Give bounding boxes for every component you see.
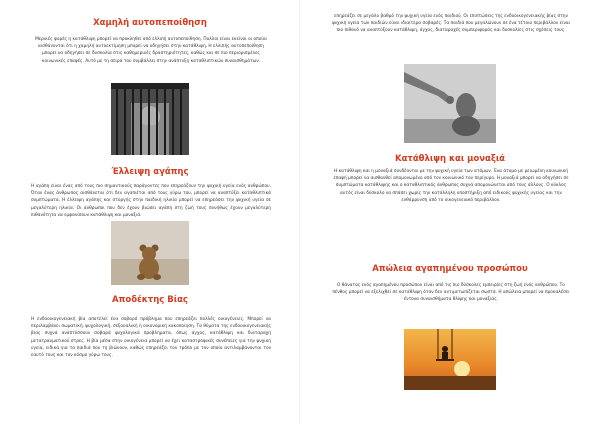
paragraph-lack-of-love: Η αγάπη είναι ένας από τους πιο σημαντικούς παράγοντες που επηρεάζουν την ψυχική υγεία ενός ανθρώπου. Όταν ένας άνθρωπος αισθάνεται ότι δεν αγαπιέται από τους γύρω του, μπορεί να αναπτύξει καταθλιπτικά συμπτώματα. Η έλλειψη αγάπης και στοργής στην παιδική ηλικία μπορεί να επηρεάσει την ψυχική υγεία σε μεγαλύτερη ηλικία. Οι άνθρωποι που δεν έχουν βιώσει αγάπη στη ζωή τους συνήθως έχουν μεγαλύτερη πιθανότητα να εμφανίσουν κατάθλιψη και μοναξιά. [31, 184, 271, 218]
photo-grabbed-arm [404, 64, 496, 143]
heading-low-self-esteem: Χαμηλή αυτοπεποίθηση [93, 18, 207, 28]
paragraph-violence-continued: επηρεάζει σε μεγάλο βαθμό την ψυχική υγεία ενός παιδιού. Οι επιπτώσεις της ενδοοικογενειακής βίας στην ψυχική υγεία των παιδιών είναι ιδιαίτερα σοβαρές. Τα παιδιά που μεγαλώνουν σε ένα τέτοιο περιβάλλον είναι πιο πιθανό να αναπτύξουν κατάθλιψη, άγχος, διαταραχές συμπεριφοράς και δυσκολίες στις σχέσεις τους. [331, 14, 571, 34]
swing-sunset-illustration [404, 329, 496, 390]
paragraph-violence-recipient: Η ενδοοικογενειακή βία αποτελεί ένα σοβαρό πρόβλημα που επηρεάζει πολλές οικογένειες. Μπορεί να περιλαμβάνει σωματική, ψυχολογική, σεξουαλική ή οικονομική κακοποίηση. Τα θύματα της ενδοοικογενειακής βίας συχνά αναπτύσσουν σοβαρά ψυχολογικά προβλήματα, όπως άγχος, κατάθλιψη και διαταραχή μετατραυματικού στρες. Η βία μέσα στην οικογένεια μπορεί να έχει καταστροφικές συνέπειες για την ψυχική υγεία, ειδικά για τα παιδιά που τη βιώνουν, καθώς επηρεάζει τον τρόπο με τον οποίο αντιλαμβάνονται τον εαυτό τους και τον κόσμο γύρω τους. [31, 317, 271, 359]
grabbed-arm-illustration [404, 64, 496, 143]
teddy-bear-illustration [111, 221, 189, 285]
paragraph-loss-loved-one: Ο θάνατος ενός αγαπημένου προσώπου είναι από τις πιο δύσκολες εμπειρίες στη ζωή ενός ανθρώπου. Το πένθος μπορεί να εξελιχθεί σε κατάθλιψη όταν δεν αντιμετωπίζεται σωστά. Η απώλεια μπορεί να προκαλέσει έντονα συναισθήματα θλίψης και μοναξιάς. [332, 283, 570, 303]
caged-hands-illustration [111, 83, 189, 155]
photo-teddy-bear [111, 221, 189, 285]
heading-depression-loneliness: Κατάθλιψη και μοναξιά [394, 154, 506, 164]
heading-lack-of-love: Έλλειψη αγάπης [111, 167, 189, 177]
photo-caged-hands [111, 83, 189, 155]
paragraph-depression-loneliness: Η κατάθλιψη και η μοναξιά συνδέονται με την ψυχική υγεία των ατόμων. Ένα άτομο με μειωμένη κοινωνική επαφή μπορεί να αισθανθεί απομονωμένο από τον κοινωνικό του περίγυρο. Η μοναξιά μπορεί να οδηγήσει σε συμπτώματα κατάθλιψης και ο καταθλιπτικός άνθρωπος συχνά απομονώνεται από τους άλλους. Ο κύκλος αυτός είναι δύσκολο να σπάσει χωρίς την κατάλληλη υποστήριξη από ειδικούς ψυχικής υγείας και την ενθάρρυνση από το οικογενειακό περιβάλλον. [333, 169, 569, 203]
paragraph-low-self-esteem: Μερικές φορές η κατάθλιψη μπορεί να προκληθεί από ελλιπή αυτοπεποίθηση. Πολλοί είναι εκείνοι οι οποίοι αισθάνονται ότι η χαμηλή αυτοεκτίμηση μπορεί να οδηγήσει στην κατάθλιψη. Η ελλιπής αυτοπεποίθηση μπορεί να οδηγήσει σε δυσκολία στις καθημερινές δραστηριότητες, καθώς και σε πιο περιορισμένες κοινωνικές επαφές. Αυτό με τη σειρά του συμβάλλει στην ανάπτυξη καταθλιπτικών συναισθημάτων. [35, 37, 267, 64]
right-page [300, 0, 600, 424]
photo-swing-sunset [404, 329, 496, 390]
heading-loss-loved-one: Απώλεια αγαπημένου προσώπου [372, 264, 528, 274]
heading-violence-recipient: Αποδέκτης Βίας [112, 295, 188, 305]
